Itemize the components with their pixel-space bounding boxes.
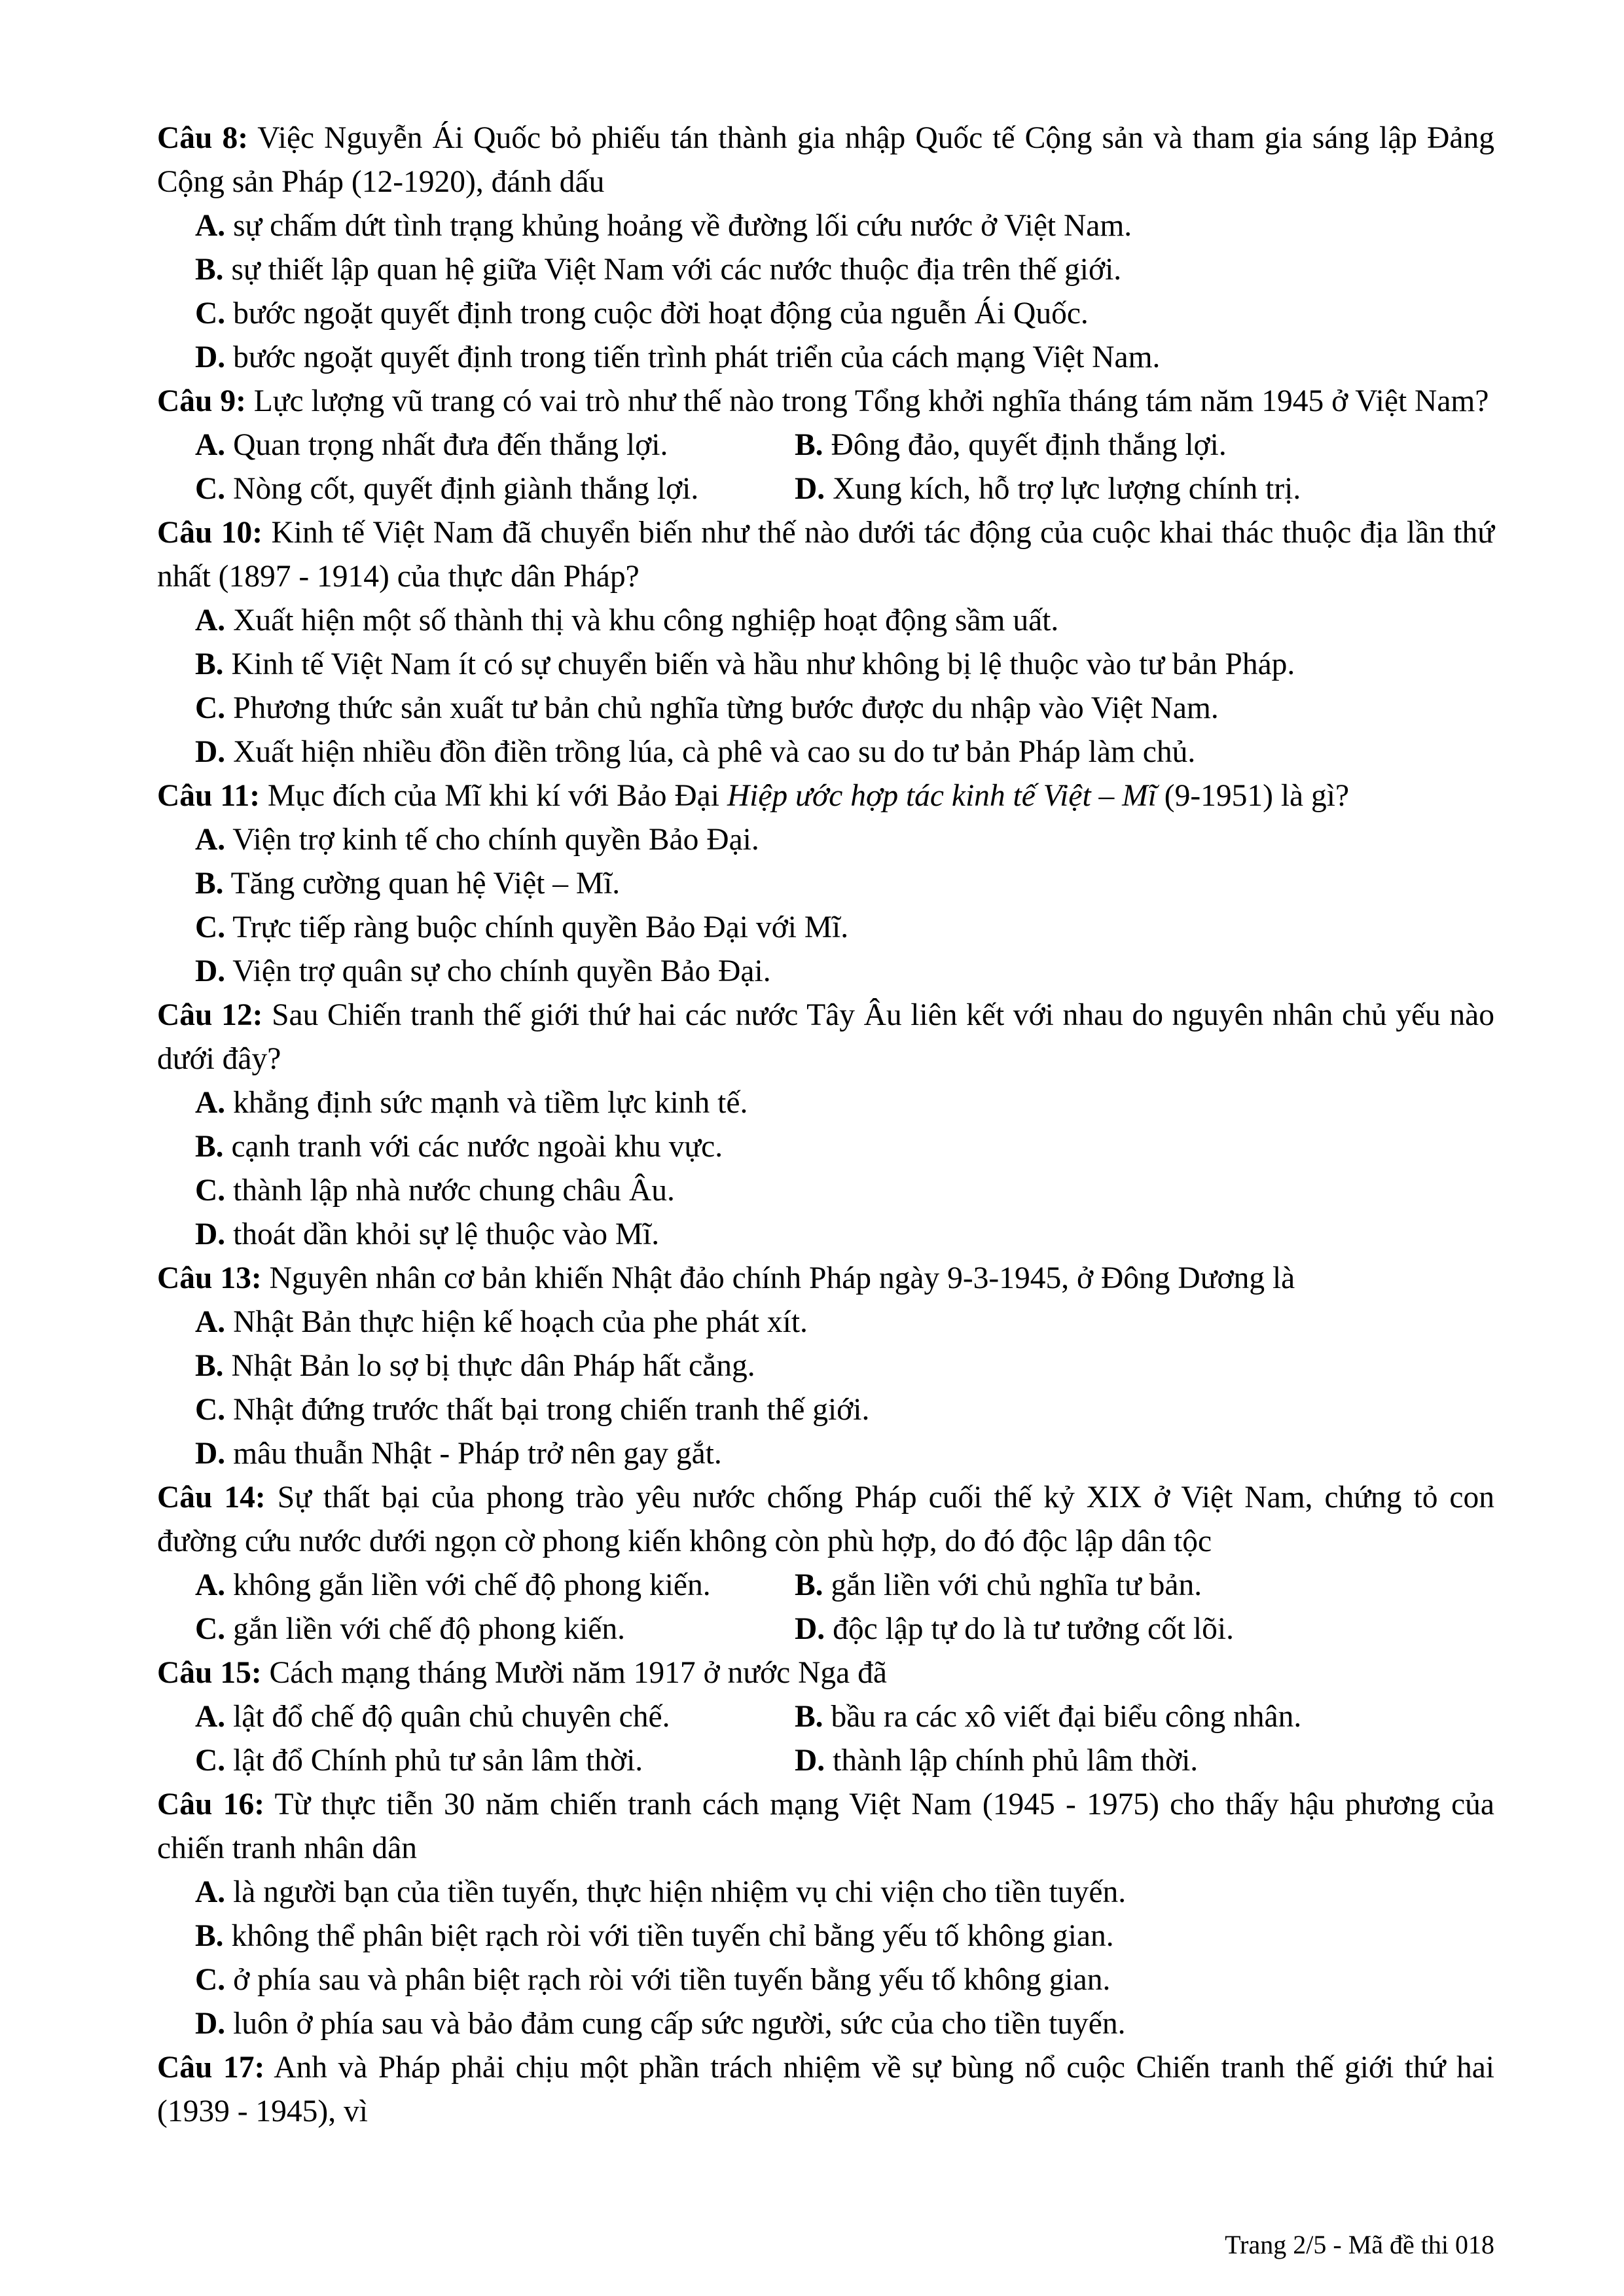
- option-label: C.: [195, 1612, 226, 1646]
- question-text: Lực lượng vũ trang có vai trò như thế nào trong Tổng khởi nghĩa tháng tám năm 1945 ở Việt Nam?: [253, 384, 1489, 418]
- question-number: Câu 11:: [157, 779, 261, 813]
- option-label: A.: [195, 1086, 226, 1120]
- option-text: cạnh tranh với các nước ngoài khu vực.: [231, 1130, 723, 1164]
- option-text: Kinh tế Việt Nam ít có sự chuyển biến và hầu như không bị lệ thuộc vào tư bản Pháp.: [231, 647, 1295, 681]
- option-label: C.: [195, 1744, 226, 1778]
- answer-option-d: [157, 1432, 1494, 1476]
- option-text: lật đổ chế độ quân chủ chuyên chế.: [233, 1700, 670, 1734]
- question-text: Kinh tế Việt Nam đã chuyển biến như thế nào dưới tác động của cuộc khai thác thuộc địa lần thứ nhất (1897 - 1914) của thực dân Pháp?: [157, 516, 1495, 594]
- question-stem: [157, 117, 1494, 204]
- option-text: gắn liền với chế độ phong kiến.: [233, 1612, 626, 1646]
- answer-option-d: [157, 2002, 1494, 2046]
- question-text: Sau Chiến tranh thế giới thứ hai các nước Tây Âu liên kết với nhau do nguyên nhân chủ yếu nào dưới đây?: [157, 998, 1494, 1076]
- answer-option-c: [157, 1607, 795, 1651]
- option-text: Quan trọng nhất đưa đến thắng lợi.: [233, 428, 668, 462]
- option-label: B.: [195, 867, 224, 901]
- option-text: Xung kích, hỗ trợ lực lượng chính trị.: [833, 472, 1301, 506]
- option-label: B.: [195, 1349, 224, 1383]
- answer-option-d: [157, 336, 1494, 380]
- option-label: B.: [195, 1919, 224, 1953]
- option-text: Nhật Bản lo sợ bị thực dân Pháp hất cẳng.: [231, 1349, 755, 1383]
- option-label: A.: [195, 209, 226, 243]
- answer-option-d: [157, 1213, 1494, 1257]
- answer-option-b: [157, 1344, 1494, 1388]
- option-text: không gắn liền với chế độ phong kiến.: [233, 1568, 711, 1602]
- answer-option-d: [157, 950, 1494, 994]
- answer-options: [157, 599, 1494, 774]
- answer-option-b: [157, 248, 1494, 292]
- answer-option-b: [795, 1564, 1494, 1607]
- question-9: [157, 380, 1494, 511]
- answer-option-c: [157, 906, 1494, 950]
- option-text: Đông đảo, quyết định thắng lợi.: [831, 428, 1227, 462]
- option-label: B.: [795, 428, 823, 462]
- question-number: Câu 9:: [157, 384, 246, 418]
- answer-options: [157, 1564, 1494, 1651]
- answer-option-d: [795, 1607, 1494, 1651]
- question-list: [157, 117, 1494, 2134]
- question-16: [157, 1783, 1494, 2046]
- question-stem: [157, 774, 1494, 818]
- answer-options: [157, 204, 1494, 380]
- answer-option-b: [157, 1914, 1494, 1958]
- answer-option-b: [795, 423, 1494, 467]
- option-text: là người bạn của tiền tuyến, thực hiện nhiệm vụ chi viện cho tiền tuyến.: [233, 1875, 1127, 1909]
- option-text: Viện trợ kinh tế cho chính quyền Bảo Đại.: [232, 823, 759, 857]
- question-number: Câu 12:: [157, 998, 263, 1032]
- option-label: D.: [195, 735, 226, 769]
- option-label: D.: [195, 954, 226, 988]
- answer-option-c: [157, 1739, 795, 1783]
- question-number: Câu 17:: [157, 2051, 265, 2085]
- answer-option-b: [795, 1695, 1494, 1739]
- page-footer: Trang 2/5 - Mã đề thi 018: [1225, 2230, 1494, 2259]
- answer-option-c: [157, 292, 1494, 336]
- option-text: Xuất hiện nhiều đồn điền trồng lúa, cà phê và cao su do tư bản Pháp làm chủ.: [233, 735, 1196, 769]
- option-text: luôn ở phía sau và bảo đảm cung cấp sức người, sức của cho tiền tuyến.: [233, 2007, 1126, 2041]
- question-text: Từ thực tiễn 30 năm chiến tranh cách mạng Việt Nam (1945 - 1975) cho thấy hậu phương của chiến tranh nhân dân: [157, 1787, 1494, 1865]
- option-label: A.: [195, 1305, 226, 1339]
- question-number: Câu 13:: [157, 1261, 262, 1295]
- option-label: D.: [795, 472, 825, 506]
- answer-options: [157, 818, 1494, 994]
- answer-option-a: [157, 1081, 1494, 1125]
- question-14: [157, 1476, 1494, 1651]
- question-8: [157, 117, 1494, 380]
- option-text: bước ngoặt quyết định trong cuộc đời hoạt động của nguễn Ái Quốc.: [233, 296, 1089, 331]
- answer-options: [157, 1300, 1494, 1476]
- question-10: [157, 511, 1494, 774]
- question-stem: [157, 511, 1494, 599]
- question-13: [157, 1257, 1494, 1476]
- question-stem: [157, 1651, 1494, 1695]
- question-text: Cách mạng tháng Mười năm 1917 ở nước Nga đã: [269, 1656, 887, 1690]
- option-label: C.: [195, 1963, 226, 1997]
- option-label: C.: [195, 472, 226, 506]
- question-text: Nguyên nhân cơ bản khiến Nhật đảo chính Pháp ngày 9-3-1945, ở Đông Dương là: [269, 1261, 1295, 1295]
- question-text: Mục đích của Mĩ khi kí với Bảo Đại: [267, 779, 727, 813]
- option-label: D.: [195, 2007, 226, 2041]
- option-text: độc lập tự do là tư tưởng cốt lõi.: [833, 1612, 1234, 1646]
- option-text: ở phía sau và phân biệt rạch ròi với tiền tuyến bằng yếu tố không gian.: [233, 1963, 1111, 1997]
- answer-option-d: [157, 730, 1494, 774]
- option-label: D.: [795, 1612, 825, 1646]
- option-text: thành lập chính phủ lâm thời.: [833, 1744, 1199, 1778]
- option-text: Xuất hiện một số thành thị và khu công nghiệp hoạt động sầm uất.: [233, 603, 1059, 637]
- question-17: [157, 2046, 1494, 2134]
- question-text: (9-1951) là gì?: [1156, 779, 1350, 813]
- question-11: [157, 774, 1494, 994]
- answer-options: [157, 1871, 1494, 2046]
- option-label: D.: [195, 1217, 226, 1251]
- answer-option-a: [157, 423, 795, 467]
- question-stem: [157, 2046, 1494, 2134]
- answer-option-b: [157, 1125, 1494, 1169]
- answer-options: [157, 1081, 1494, 1257]
- option-text: thoát dần khỏi sự lệ thuộc vào Mĩ.: [233, 1217, 660, 1251]
- answer-option-a: [157, 1695, 795, 1739]
- option-label: B.: [795, 1700, 823, 1734]
- option-label: B.: [195, 647, 224, 681]
- answer-option-a: [157, 1871, 1494, 1914]
- answer-option-a: [157, 1564, 795, 1607]
- answer-option-d: [795, 1739, 1494, 1783]
- option-label: C.: [195, 1393, 226, 1427]
- question-number: Câu 16:: [157, 1787, 265, 1821]
- question-number: Câu 10:: [157, 516, 263, 550]
- option-label: B.: [795, 1568, 823, 1602]
- option-label: A.: [195, 823, 226, 857]
- option-label: D.: [195, 1437, 226, 1471]
- option-text: gắn liền với chủ nghĩa tư bản.: [831, 1568, 1202, 1602]
- question-stem: [157, 994, 1494, 1081]
- answer-option-c: [157, 1388, 1494, 1432]
- answer-option-d: [795, 467, 1494, 511]
- question-number: Câu 14:: [157, 1480, 266, 1515]
- question-12: [157, 994, 1494, 1257]
- option-text: thành lập nhà nước chung châu Âu.: [233, 1174, 675, 1208]
- option-label: C.: [195, 691, 226, 725]
- question-text: Sự thất bại của phong trào yêu nước chống Pháp cuối thế kỷ XIX ở Việt Nam, chứng tỏ con đường cứu nước dưới ngọn cờ phong kiến không còn phù hợp, do đó độc lập dân tộc: [157, 1480, 1494, 1558]
- answer-option-a: [157, 818, 1494, 862]
- option-label: A.: [195, 603, 226, 637]
- question-stem: [157, 1476, 1494, 1564]
- option-label: B.: [195, 1130, 224, 1164]
- option-text: bước ngoặt quyết định trong tiến trình phát triển của cách mạng Việt Nam.: [233, 340, 1161, 374]
- option-text: không thể phân biệt rạch ròi với tiền tuyến chỉ bằng yếu tố không gian.: [231, 1919, 1114, 1953]
- option-text: lật đổ Chính phủ tư sản lâm thời.: [233, 1744, 643, 1778]
- answer-options: [157, 423, 1494, 511]
- option-label: A.: [195, 1875, 226, 1909]
- answer-option-c: [157, 1958, 1494, 2002]
- question-stem: [157, 1783, 1494, 1871]
- option-text: bầu ra các xô viết đại biểu công nhân.: [831, 1700, 1302, 1734]
- answer-option-b: [157, 643, 1494, 687]
- option-label: A.: [195, 1700, 226, 1734]
- answer-option-a: [157, 599, 1494, 643]
- option-text: Viện trợ quân sự cho chính quyền Bảo Đại.: [232, 954, 771, 988]
- answer-option-a: [157, 1300, 1494, 1344]
- option-text: Nhật đứng trước thất bại trong chiến tranh thế giới.: [233, 1393, 870, 1427]
- option-text: mâu thuẫn Nhật - Pháp trở nên gay gắt.: [233, 1437, 722, 1471]
- option-text: khẳng định sức mạnh và tiềm lực kinh tế.: [233, 1086, 748, 1120]
- answer-option-c: [157, 467, 795, 511]
- option-label: B.: [195, 253, 224, 287]
- option-label: A.: [195, 428, 226, 462]
- option-label: A.: [195, 1568, 226, 1602]
- option-text: Nòng cốt, quyết định giành thắng lợi.: [233, 472, 699, 506]
- answer-option-b: [157, 862, 1494, 906]
- option-text: sự chấm dứt tình trạng khủng hoảng về đường lối cứu nước ở Việt Nam.: [233, 209, 1132, 243]
- answer-options: [157, 1695, 1494, 1783]
- option-label: C.: [195, 296, 226, 331]
- option-text: Phương thức sản xuất tư bản chủ nghĩa từng bước được du nhập vào Việt Nam.: [233, 691, 1219, 725]
- question-number: Câu 15:: [157, 1656, 262, 1690]
- option-label: D.: [195, 340, 226, 374]
- question-number: Câu 8:: [157, 121, 249, 155]
- option-label: C.: [195, 910, 226, 944]
- question-stem: [157, 380, 1494, 423]
- option-text: sự thiết lập quan hệ giữa Việt Nam với các nước thuộc địa trên thế giới.: [231, 253, 1122, 287]
- option-text: Nhật Bản thực hiện kế hoạch của phe phát xít.: [233, 1305, 808, 1339]
- option-text: Trực tiếp ràng buộc chính quyền Bảo Đại với Mĩ.: [232, 910, 849, 944]
- question-text: Việc Nguyễn Ái Quốc bỏ phiếu tán thành gia nhập Quốc tế Cộng sản và tham gia sáng lập Đảng Cộng sản Pháp (12-1920), đánh dấu: [157, 121, 1494, 199]
- question-text: Anh và Pháp phải chịu một phần trách nhiệm về sự bùng nổ cuộc Chiến tranh thế giới thứ hai (1939 - 1945), vì: [157, 2051, 1494, 2128]
- option-label: C.: [195, 1174, 226, 1208]
- question-text-italic: Hiệp ước hợp tác kinh tế Việt – Mĩ: [727, 779, 1157, 813]
- answer-option-c: [157, 1169, 1494, 1213]
- answer-option-a: [157, 204, 1494, 248]
- option-label: D.: [795, 1744, 825, 1778]
- question-15: [157, 1651, 1494, 1783]
- option-text: Tăng cường quan hệ Việt – Mĩ.: [230, 867, 621, 901]
- answer-option-c: [157, 687, 1494, 730]
- question-stem: [157, 1257, 1494, 1300]
